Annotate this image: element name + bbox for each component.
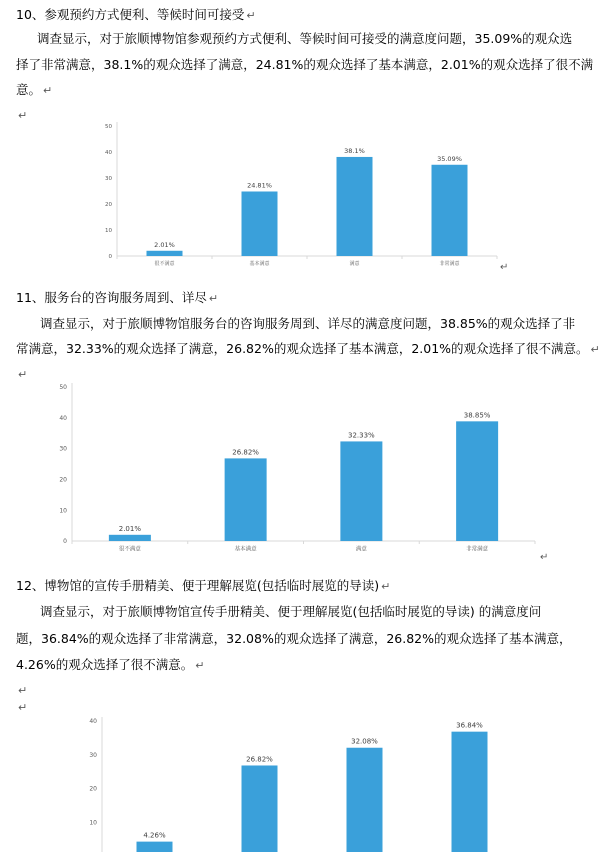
y-tick-label: 20: [89, 785, 97, 793]
bar-value-label: 36.84%: [456, 721, 483, 730]
x-category-label: 非常满意: [466, 546, 489, 553]
y-tick-label: 50: [105, 123, 112, 130]
x-category-label: 非常满意: [439, 261, 460, 267]
chart-section-12: [82, 712, 522, 852]
paragraph-mark: ↵: [208, 292, 219, 305]
y-tick-label: 40: [59, 414, 67, 422]
bar: [137, 842, 173, 852]
bar: [340, 441, 382, 541]
paragraph-mark: ↵: [18, 368, 28, 381]
x-category-label: 基本满意: [249, 261, 270, 267]
y-tick-label: 20: [59, 476, 67, 484]
empty-paragraph: [16, 682, 27, 699]
x-category-label: 很不满意: [118, 546, 141, 553]
y-tick-label: 10: [89, 819, 97, 827]
bar-value-label: 4.26%: [143, 831, 166, 840]
section-10-para-line-2: 择了非常满意，38.1%的观众选择了满意，24.81%的观众选择了基本满意，2.01%的观众选择了很不满: [16, 57, 594, 72]
section-12-para-line-3: 4.26%的观众选择了很不满意。 ↵: [16, 657, 205, 672]
paragraph-mark: ↵: [18, 701, 28, 714]
bar: [109, 535, 151, 541]
bar-value-label: 2.01%: [118, 524, 141, 533]
bar: [225, 458, 267, 541]
paragraph-mark: ↵: [500, 262, 509, 272]
bar-value-label: 26.82%: [246, 755, 273, 764]
empty-paragraph: [16, 699, 27, 716]
y-tick-label: 0: [63, 538, 67, 546]
x-category-label: 很不满意: [154, 261, 175, 267]
bar-value-label: 2.01%: [154, 240, 175, 249]
paragraph-mark: ↵: [590, 343, 600, 356]
paragraph-mark: ↵: [381, 580, 391, 593]
section-10-para-line-1: 调查显示，对于旅顺博物馆参观预约方式便利、等候时间可接受的满意度问题，35.09%的观众选: [37, 31, 573, 46]
y-tick-label: 40: [89, 718, 97, 726]
chart-section-11: [50, 380, 555, 570]
bar: [432, 165, 468, 256]
bar-value-label: 26.82%: [232, 448, 259, 457]
paragraph-mark: ↵: [246, 9, 256, 22]
bar-value-label: 24.81%: [247, 181, 272, 190]
x-category-label: 满意: [349, 261, 360, 267]
empty-paragraph: [16, 366, 27, 383]
x-category-label: 满意: [355, 546, 367, 553]
bar-value-label: 32.08%: [351, 737, 378, 746]
section-11-heading: 11、服务台的咨询服务周到、详尽 ↵: [16, 290, 219, 305]
section-12-para-line-1: 调查显示，对于旅顺博物馆宣传手册精美、便于理解展览(包括临时展览的导读) 的满意度问: [40, 604, 542, 619]
section-10-heading: 10、参观预约方式便利、等候时间可接受 ↵: [16, 7, 256, 22]
paragraph-mark: ↵: [18, 684, 28, 697]
y-tick-label: 30: [59, 445, 67, 453]
y-tick-label: 0: [108, 253, 112, 260]
section-11-para-line-2: 常满意，32.33%的观众选择了满意，26.82%的观众选择了基本满意，2.01%的观众选择了很不满意。 ↵: [16, 341, 600, 356]
section-12-para-line-2: 题，36.84%的观众选择了非常满意，32.08%的观众选择了满意，26.82%的观众选择了基本满意，: [16, 631, 572, 646]
empty-paragraph: [16, 107, 27, 124]
chart-section-10: [100, 120, 510, 272]
bar: [242, 765, 278, 852]
bar: [347, 748, 383, 852]
y-tick-label: 40: [105, 149, 112, 156]
y-tick-label: 30: [105, 175, 112, 182]
bar: [147, 251, 183, 256]
bar-value-label: 32.33%: [348, 431, 375, 440]
bar: [337, 157, 373, 256]
bar: [452, 732, 488, 852]
paragraph-mark: ↵: [18, 109, 28, 122]
bar: [242, 191, 278, 256]
bar: [456, 421, 498, 541]
paragraph-mark: ↵: [43, 84, 53, 97]
y-tick-label: 10: [105, 227, 112, 234]
section-12-heading: 12、博物馆的宣传手册精美、便于理解展览(包括临时展览的导读) ↵: [16, 578, 391, 593]
bar-value-label: 38.1%: [344, 146, 365, 155]
y-tick-label: 30: [89, 751, 97, 759]
x-category-label: 基本满意: [234, 546, 257, 553]
section-10-para-line-3: 意。 ↵: [16, 82, 53, 97]
bar-value-label: 35.09%: [437, 154, 462, 163]
paragraph-mark: ↵: [540, 552, 549, 563]
paragraph-mark: ↵: [195, 659, 205, 672]
section-11-para-line-1: 调查显示，对于旅顺博物馆服务台的咨询服务周到、详尽的满意度问题，38.85%的观众选择了非: [40, 316, 576, 331]
y-tick-label: 50: [59, 384, 67, 392]
bar-value-label: 38.85%: [463, 411, 491, 420]
y-tick-label: 20: [105, 201, 112, 208]
y-tick-label: 10: [59, 507, 67, 515]
